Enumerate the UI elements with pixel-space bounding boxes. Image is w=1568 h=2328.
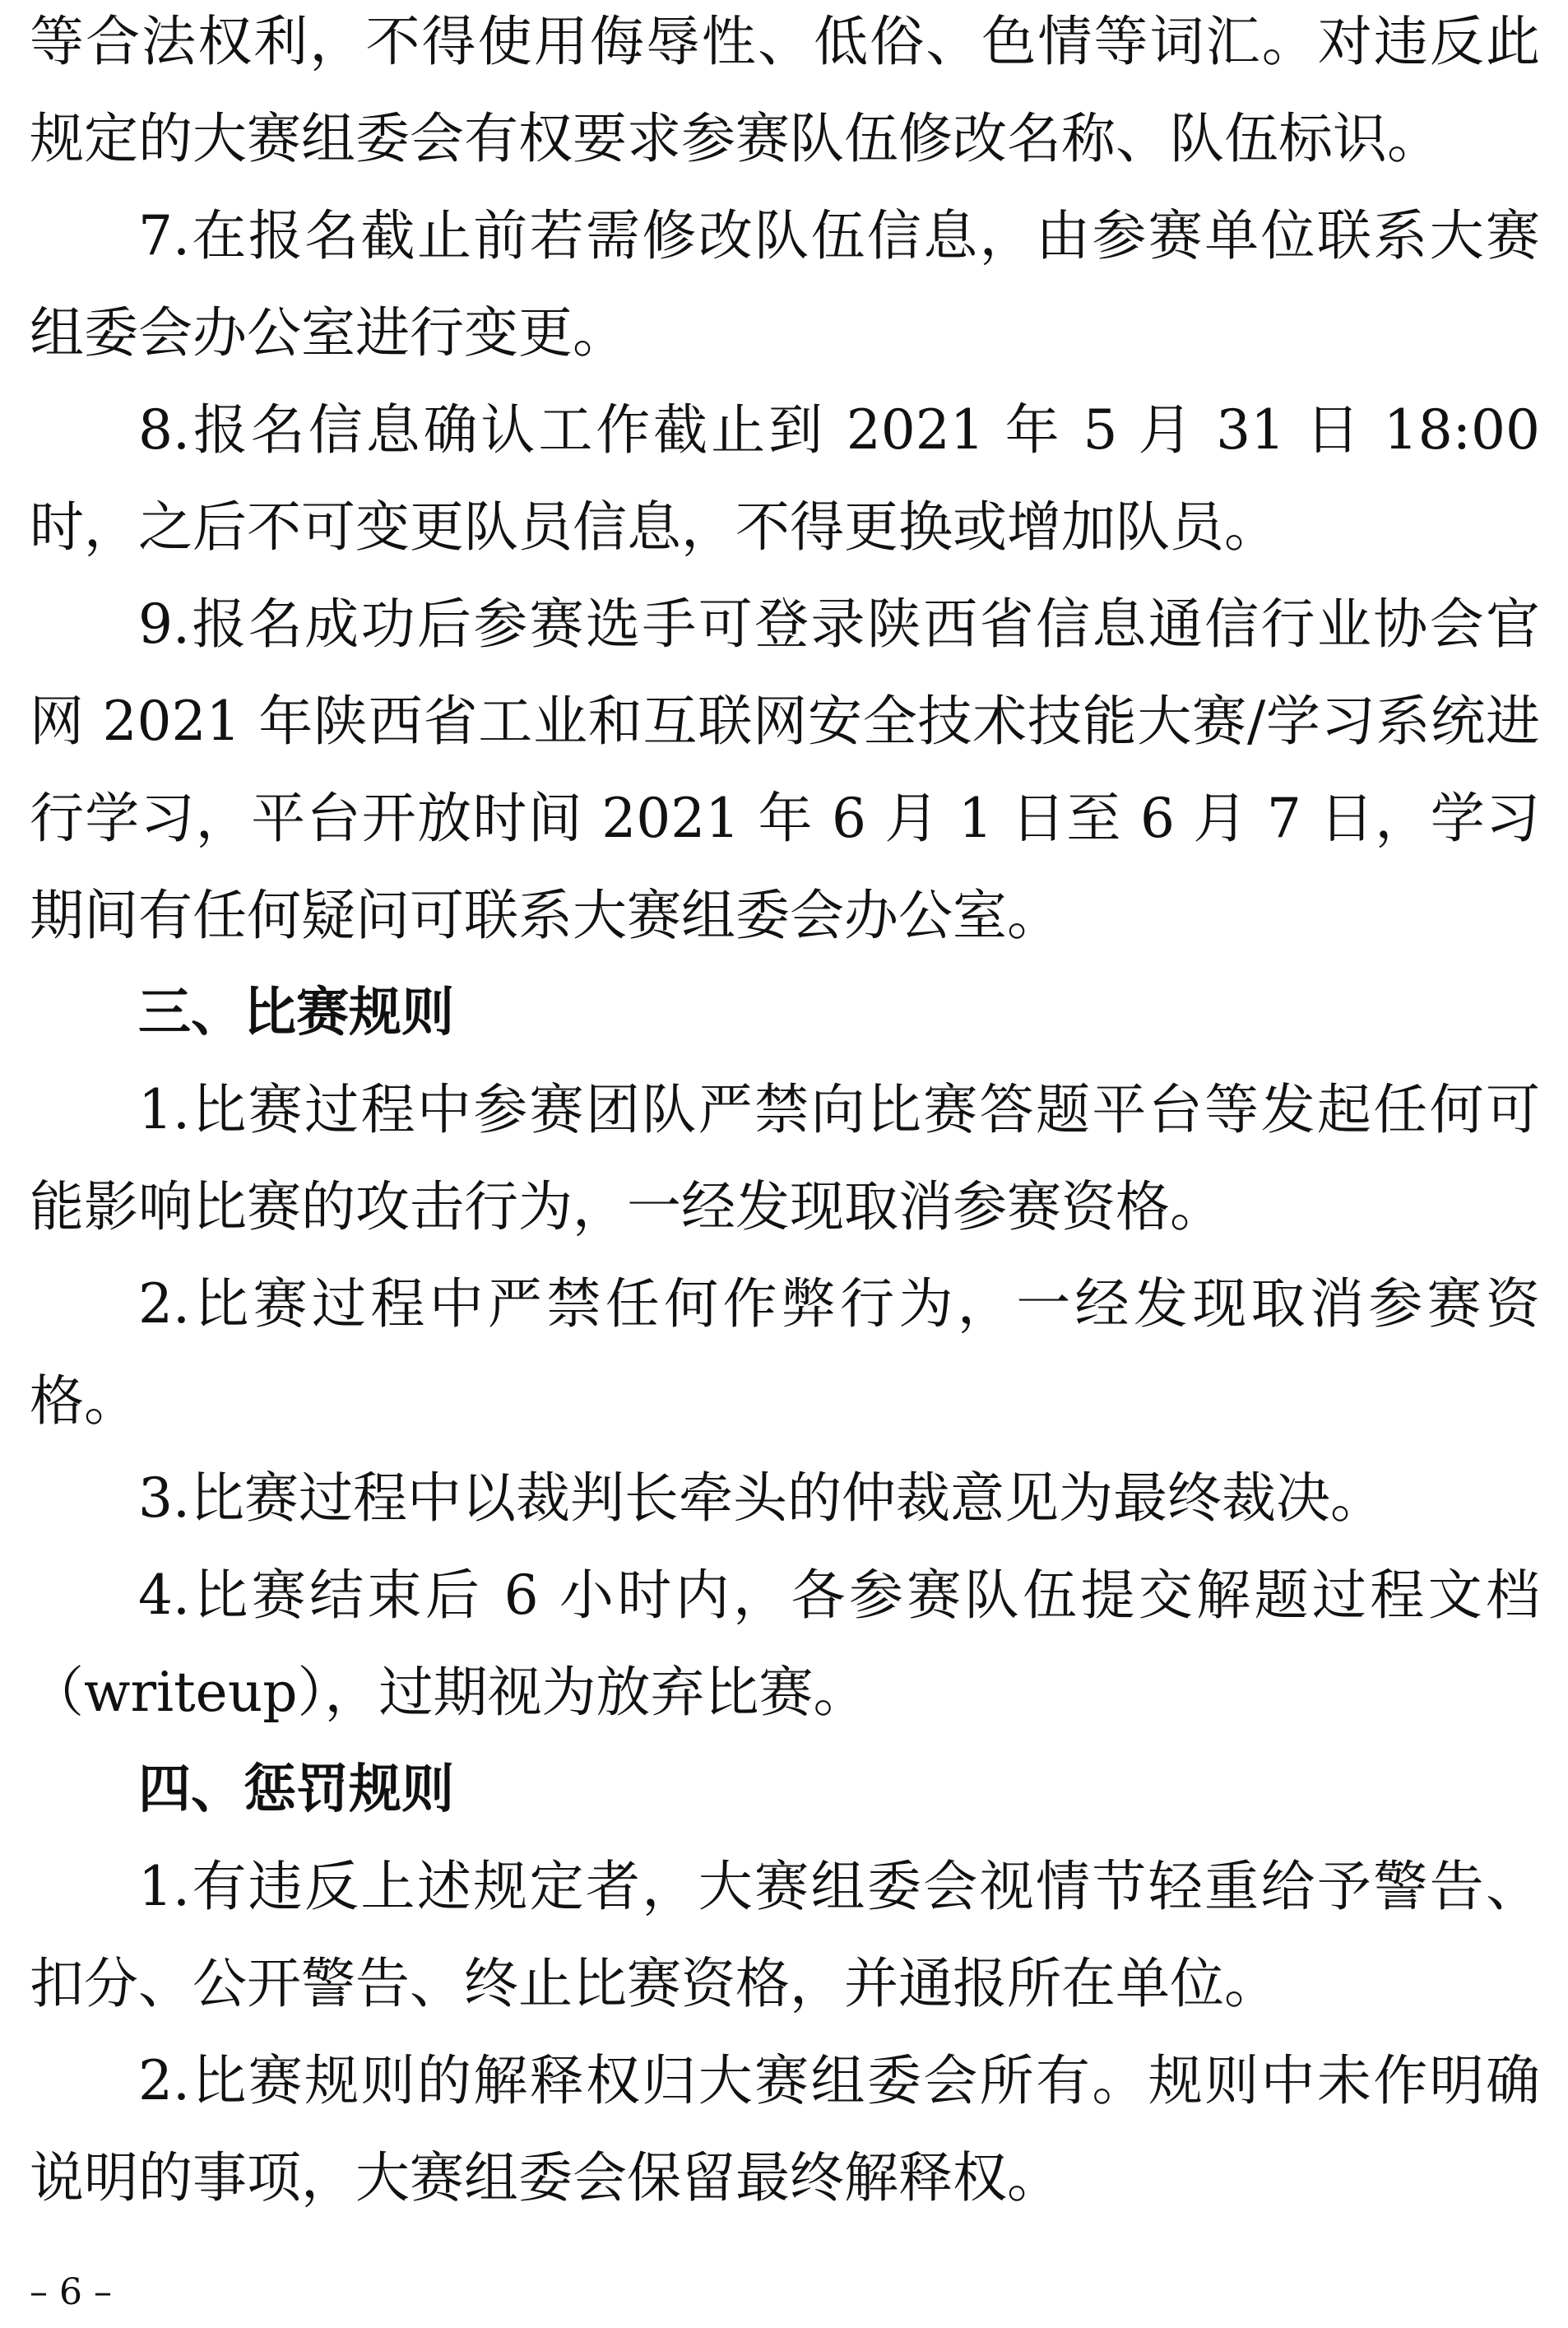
rule-item-3: 3.比赛过程中以裁判长牵头的仲裁意见为最终裁决。: [138, 1466, 1385, 1530]
section-heading-penalty-rules: 四、惩罚规则: [138, 1759, 454, 1820]
penalty-item-2: 2.比赛规则的解释权归大赛组委会所有。规则中未作明确说明的事项，大赛组委会保留最终解释权。: [30, 2049, 1540, 2210]
rule-item-4: 4.比赛结束后 6 小时内，各参赛队伍提交解题过程文档（writeup），过期视为放弃比赛。: [30, 1564, 1540, 1724]
rule-item-2: 2.比赛过程中严禁任何作弊行为，一经发现取消参赛资格。: [30, 1272, 1540, 1433]
paragraph-item-8: 8.报名信息确认工作截止到 2021 年 5 月 31 日 18:00 时，之后不可变更队员信息，不得更换或增加队员。: [30, 398, 1540, 559]
document-body: [30, 0, 1540, 2227]
rule-item-1: 1.比赛过程中参赛团队严禁向比赛答题平台等发起任何可能影响比赛的攻击行为，一经发现取消参赛资格。: [30, 1078, 1540, 1238]
page-number: – 6 –: [30, 2271, 112, 2313]
section-heading-competition-rules: 三、比赛规则: [138, 983, 454, 1043]
paragraph-continuation: 等合法权利，不得使用侮辱性、低俗、色情等词汇。对违反此规定的大赛组委会有权要求参赛队伍修改名称、队伍标识。: [30, 10, 1540, 170]
penalty-item-1: 1.有违反上述规定者，大赛组委会视情节轻重给予警告、扣分、公开警告、终止比赛资格，并通报所在单位。: [30, 1855, 1540, 2015]
paragraph-item-7: 7.在报名截止前若需修改队伍信息，由参赛单位联系大赛组委会办公室进行变更。: [30, 204, 1540, 365]
paragraph-item-9: 9.报名成功后参赛选手可登录陕西省信息通信行业协会官网 2021 年陕西省工业和互联网安全技术技能大赛/学习系统进行学习，平台开放时间 2021 年 6 月 1 日至 6 月 7 日，学习期间有任何疑问可联系大赛组委会办公室。: [30, 592, 1540, 947]
